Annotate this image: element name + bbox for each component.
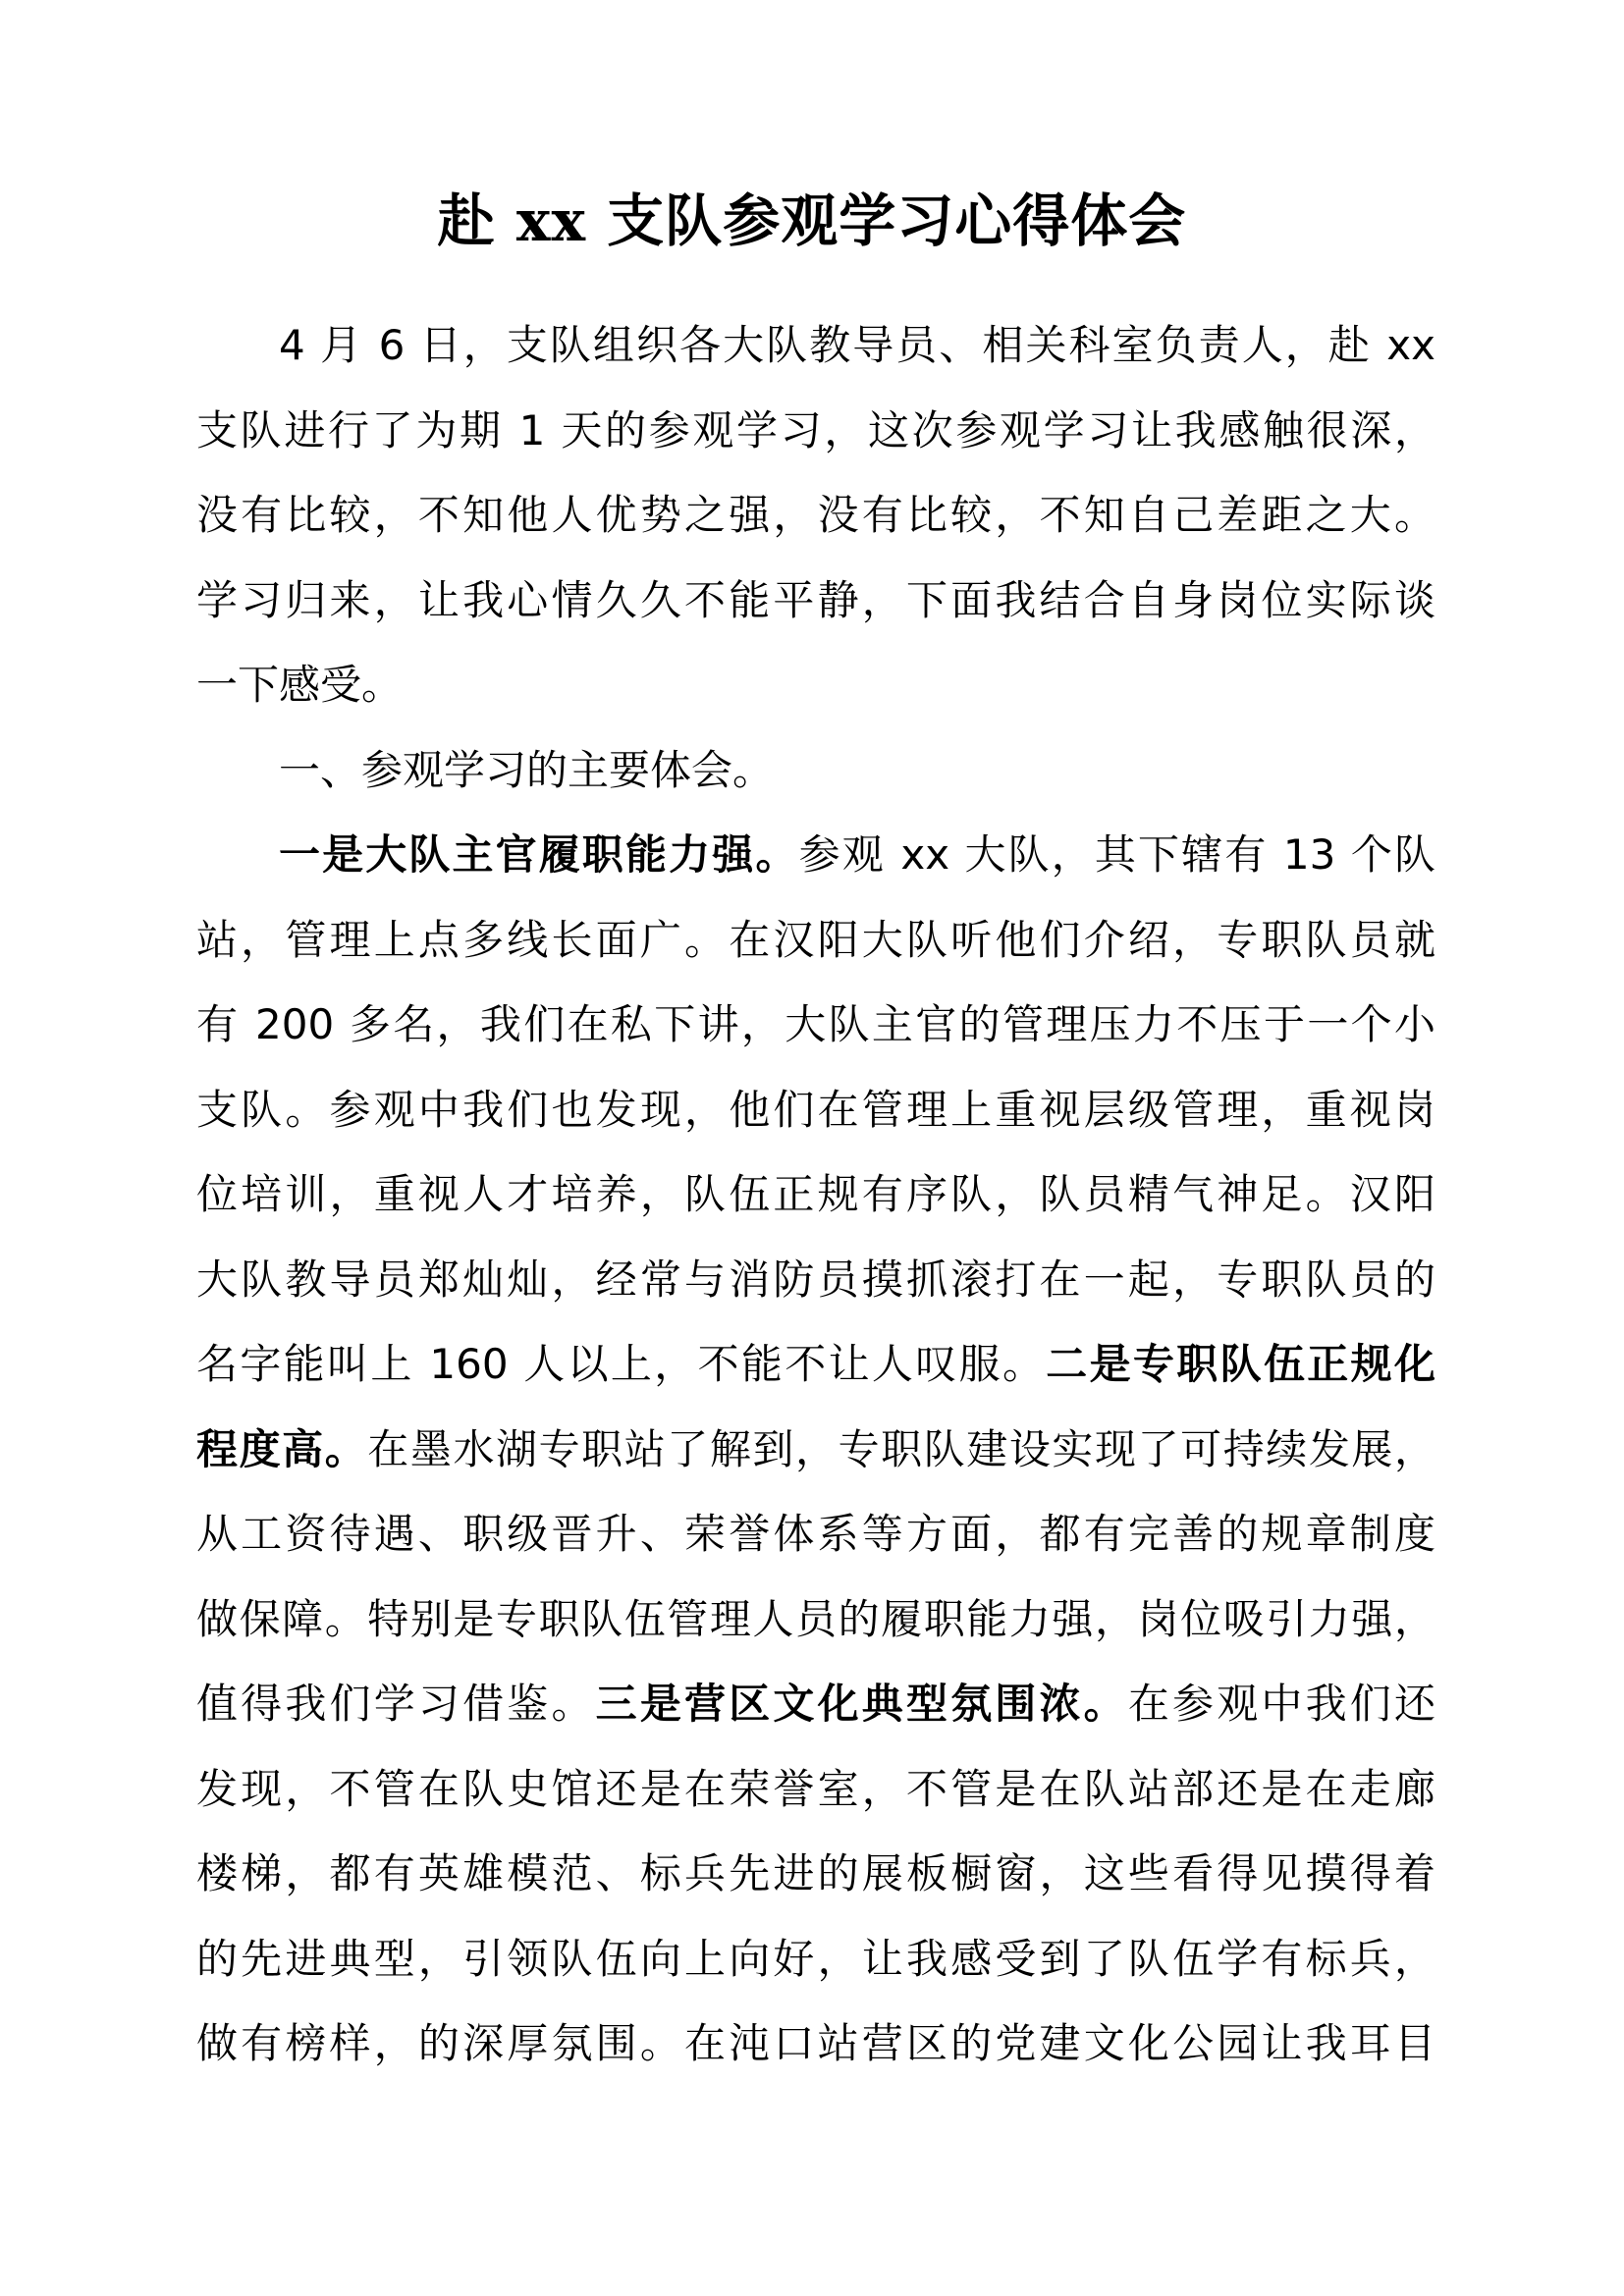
- paragraph-line: [196, 1662, 1435, 1747]
- paragraph-line: [196, 559, 1435, 644]
- text-run: 发现，不管在队史馆还是在荣誉室，不管是在队站部还是在走廊: [196, 1764, 1435, 1813]
- paragraph-line: [196, 389, 1435, 474]
- text-run: 参观 xx 大队，其下辖有 13 个队: [798, 830, 1435, 879]
- text-run: 没有比较，不知他人优势之强，没有比较，不知自己差距之大。: [196, 491, 1435, 539]
- paragraph-line: [196, 1747, 1435, 1833]
- text-run: 大队教导员郑灿灿，经常与消防员摸抓滚打在一起，专职队员的: [196, 1255, 1435, 1304]
- text-run: 位培训，重视人才培养，队伍正规有序队，队员精气神足。汉阳: [196, 1170, 1435, 1218]
- paragraph-line: [196, 1492, 1435, 1577]
- text-run: 的先进典型，引领队伍向上向好，让我感受到了队伍学有标兵，: [196, 1934, 1435, 1983]
- paragraph-line: [196, 983, 1435, 1068]
- text-run: 学习归来，让我心情久久不能平静，下面我结合自身岗位实际谈: [196, 575, 1435, 624]
- paragraph-line: [196, 1577, 1435, 1663]
- text-run: 支队进行了为期 1 天的参观学习，这次参观学习让我感触很深，: [196, 405, 1435, 454]
- text-run: 一下感受。: [196, 661, 404, 709]
- paragraph-line: [196, 2002, 1435, 2087]
- bold-key-point: 二是专职队伍正规化: [1046, 1340, 1435, 1388]
- text-run: 楼梯，都有英雄模范、标兵先进的展板橱窗，这些看得见摸得着: [196, 1849, 1435, 1897]
- paragraph-line: [196, 473, 1435, 559]
- bold-key-point: 程度高。: [196, 1424, 368, 1473]
- text-run: 名字能叫上 160 人以上，不能不让人叹服。: [196, 1340, 1047, 1388]
- text-run: 站，管理上点多线长面广。在汉阳大队听他们介绍，专职队员就: [196, 915, 1435, 964]
- paragraph-line: [196, 1238, 1435, 1323]
- paragraph-line: [196, 1322, 1435, 1408]
- text-run: 在墨水湖专职站了解到，专职队建设实现了可持续发展，: [367, 1424, 1435, 1473]
- paragraph-line: [196, 1917, 1435, 2002]
- section-heading: [196, 728, 1435, 814]
- text-run: 有 200 多名，我们在私下讲，大队主官的管理压力不压于一个小: [196, 1000, 1435, 1048]
- document-body: [196, 303, 1435, 2087]
- paragraph-line: [196, 898, 1435, 984]
- paragraph-line: [196, 643, 1435, 728]
- text-run: 做有榜样，的深厚氛围。在沌口站营区的党建文化公园让我耳目: [196, 2019, 1435, 2067]
- paragraph-line: [196, 813, 1435, 898]
- text-run: 从工资待遇、职级晋升、荣誉体系等方面，都有完善的规章制度: [196, 1510, 1435, 1558]
- text-run: 4 月 6 日，支队组织各大队教导员、相关科室负责人，赴 xx: [279, 321, 1435, 369]
- paragraph-line: [196, 1068, 1435, 1153]
- text-run: 在参观中我们还: [1127, 1680, 1435, 1728]
- document-title: 赴 xx 支队参观学习心得体会: [437, 187, 1187, 254]
- paragraph-line: [196, 303, 1435, 389]
- text-run: 支队。参观中我们也发现，他们在管理上重视层级管理，重视岗: [196, 1085, 1435, 1134]
- paragraph-line: [196, 1832, 1435, 1917]
- bold-key-point: 一是大队主官履职能力强。: [279, 830, 799, 879]
- bold-key-point: 三是营区文化典型氛围浓。: [595, 1680, 1128, 1728]
- text-run: 值得我们学习借鉴。: [196, 1680, 596, 1728]
- paragraph-line: [196, 1408, 1435, 1493]
- text-run: 做保障。特别是专职队伍管理人员的履职能力强，岗位吸引力强，: [196, 1594, 1435, 1643]
- paragraph-line: [196, 1152, 1435, 1238]
- text-run: 一、参观学习的主要体会。: [279, 745, 775, 794]
